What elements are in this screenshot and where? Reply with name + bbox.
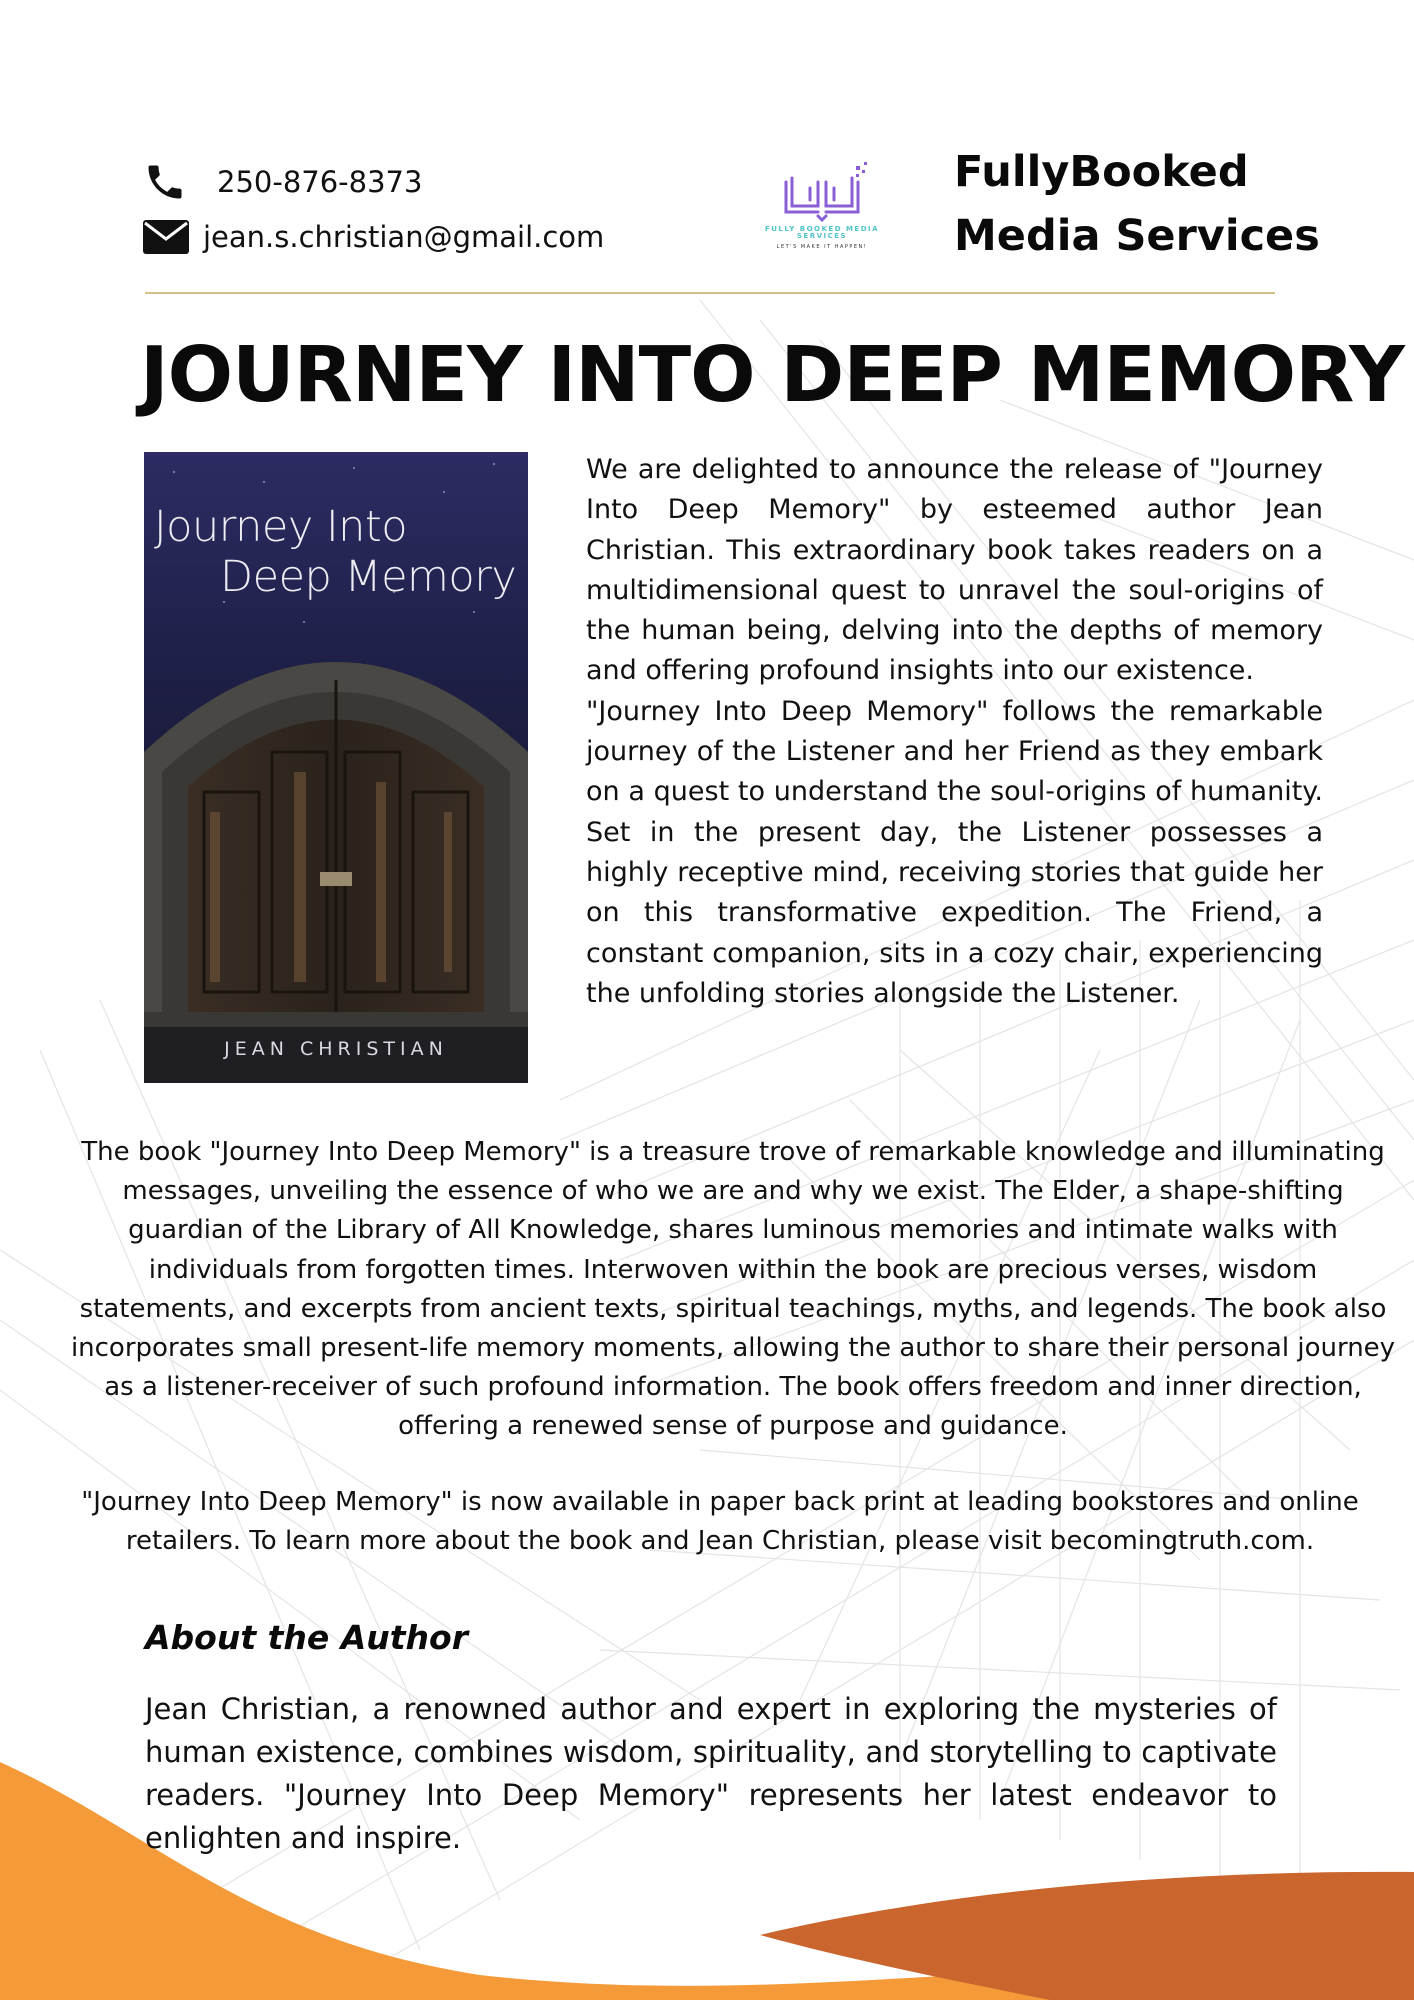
intro-text: [586, 450, 1323, 1014]
availability-text: "Journey Into Deep Memory" is now available in paper back print at leading bookstores and online retailers. To learn more about the book and Jean Christian, please visit becomingtruth.com.: [81, 1487, 1359, 1557]
intro-paragraph-1: We are delighted to announce the release of "Journey Into Deep Memory" by esteemed author Jean Christian. This extraordinary book takes readers on a multidimensional quest to unravel the soul-origins of the human being, delving into the depths of memory and offering profound insights into our existence.: [586, 454, 1323, 687]
intro-paragraph-2: "Journey Into Deep Memory" follows the remarkable journey of the Listener and her Friend as they embark on a quest to understand the soul-origins of humanity. Set in the present day, the Listener possesses a highly receptive mind, receiving stories that guide her on this transformative expedition. The Friend, a constant companion, sits in a cozy chair, experiencing the unfolding stories alongside the Listener.: [586, 695, 1323, 1009]
logo-tagline: LET'S MAKE IT HAPPEN!: [776, 244, 868, 250]
page-title: JOURNEY INTO DEEP MEMORY: [140, 331, 1404, 420]
email-address[interactable]: jean.s.christian@gmail.com: [203, 220, 605, 254]
header-divider: [145, 292, 1275, 294]
company-name-line1: FullyBooked: [954, 147, 1249, 197]
phone-icon: [143, 160, 187, 204]
about-author-text: [145, 1688, 1277, 1860]
phone-number[interactable]: 250-876-8373: [217, 165, 423, 199]
email-contact: [143, 220, 604, 254]
cover-author: JEAN CHRISTIAN: [224, 1038, 448, 1060]
company-name: [954, 140, 1320, 268]
description-paragraph: [70, 1133, 1396, 1447]
company-logo: [752, 160, 892, 256]
open-book-logo-icon: [752, 160, 892, 226]
envelope-icon: [143, 220, 189, 254]
description-text: The book "Journey Into Deep Memory" is a treasure trove of remarkable knowledge and illuminating messages, unveiling the essence of who we are and why we exist. The Elder, a shape-shifting guardian of the Library of All Knowledge, shares luminous memories and intimate walks with individuals from forgotten times. Interwoven within the book are precious verses, wisdom statements, and excerpts from ancient texts, spiritual teachings, myths, and legends. The book also incorporates small present-life memory moments, allowing the author to share their personal journey as a listener-receiver of such profound information. The book offers freedom and inner direction, offering a renewed sense of purpose and guidance.: [70, 1137, 1396, 1442]
cover-title: [154, 502, 516, 602]
about-author-heading: About the Author: [145, 1618, 468, 1657]
cover-title-line2: Deep Memory: [220, 552, 517, 602]
phone-contact: [143, 160, 422, 204]
logo-name: FULLY BOOKED MEDIA SERVICES: [764, 225, 880, 240]
book-cover-image: [144, 452, 528, 1083]
availability-paragraph: [70, 1483, 1370, 1561]
company-name-line2: Media Services: [954, 211, 1320, 261]
cover-title-line1: Journey Into: [154, 502, 408, 552]
about-author-paragraph: Jean Christian, a renowned author and expert in exploring the mysteries of human existence, combines wisdom, spirituality, and storytelling to captivate readers. "Journey Into Deep Memory" represents her latest endeavor to enlighten and inspire.: [145, 1692, 1277, 1855]
